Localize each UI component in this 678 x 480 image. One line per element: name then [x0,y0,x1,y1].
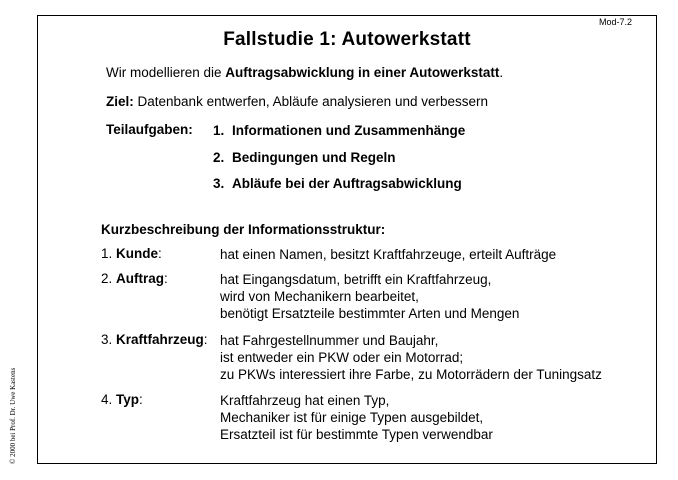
intro-prefix: Wir modellieren die [106,65,226,80]
subtasks-label: Teilaufgaben: [106,122,193,137]
item-term: Kraftfahrzeug [116,332,204,347]
item-term: Kunde [116,246,159,261]
subtask-item [213,150,396,165]
description-line: wird von Mechanikern bearbeitet, [220,289,419,304]
goal-line [106,94,488,109]
item-term: Typ [116,392,140,407]
description-line: hat einen Namen, besitzt Kraftfahrzeuge, erteilt Aufträge [220,247,557,262]
structure-item-kunde [101,246,162,261]
description-line: Mechaniker ist für einige Typen ausgebildet, [220,410,484,425]
subtask-number: 1. [213,123,225,138]
description-line: hat Eingangsdatum, betrifft ein Kraftfahrzeug, [220,272,492,287]
page-title: Fallstudie 1: Autowerkstatt [223,29,471,50]
item-description [220,246,556,263]
intro-line [106,65,503,80]
item-number: 4. [101,392,113,407]
item-colon: : [203,332,208,347]
subtask-text: Abläufe bei der Auftragsabwicklung [232,176,462,191]
description-line: zu PKWs interessiert ihre Farbe, zu Motorrädern der Tuningsatz [220,367,602,382]
description-line: ist entweder ein PKW oder ein Motorrad; [220,350,464,365]
goal-label: Ziel: [106,94,134,109]
intro-bold: Auftragsabwicklung in einer Autowerkstatt [225,65,500,80]
description-line: Kraftfahrzeug hat einen Typ, [220,393,390,408]
item-description [220,392,493,443]
item-colon: : [158,246,162,261]
subtask-text: Bedingungen und Regeln [232,150,396,165]
item-number: 3. [101,332,113,347]
copyright-note: © 2000 bei Prof. Dr. Uwe Kastens [9,367,17,464]
intro-suffix: . [499,65,504,80]
subtask-number: 2. [213,150,225,165]
item-number: 1. [101,246,113,261]
structure-item-auftrag [101,271,168,286]
subtask-number: 3. [213,176,225,191]
slide-id: Mod-7.2 [598,17,632,27]
subtask-item [213,123,465,138]
item-description [220,332,602,383]
subtask-text: Informationen und Zusammenhänge [232,123,466,138]
goal-text: Datenbank entwerfen, Abläufe analysieren und verbessern [133,94,488,109]
item-colon: : [139,392,143,407]
item-term: Auftrag [116,271,165,286]
description-line: benötigt Ersatzteile bestimmter Arten und Mengen [220,306,520,321]
item-colon: : [164,271,168,286]
description-line: Ersatzteil ist für bestimmte Typen verwendbar [220,427,493,442]
structure-item-kraftfahrzeug [101,332,208,347]
item-number: 2. [101,271,113,286]
description-line: hat Fahrgestellnummer und Baujahr, [220,333,439,348]
structure-heading: Kurzbeschreibung der Informationsstruktur: [101,222,386,237]
structure-item-typ [101,392,143,407]
subtask-item [213,176,462,191]
item-description [220,271,519,322]
